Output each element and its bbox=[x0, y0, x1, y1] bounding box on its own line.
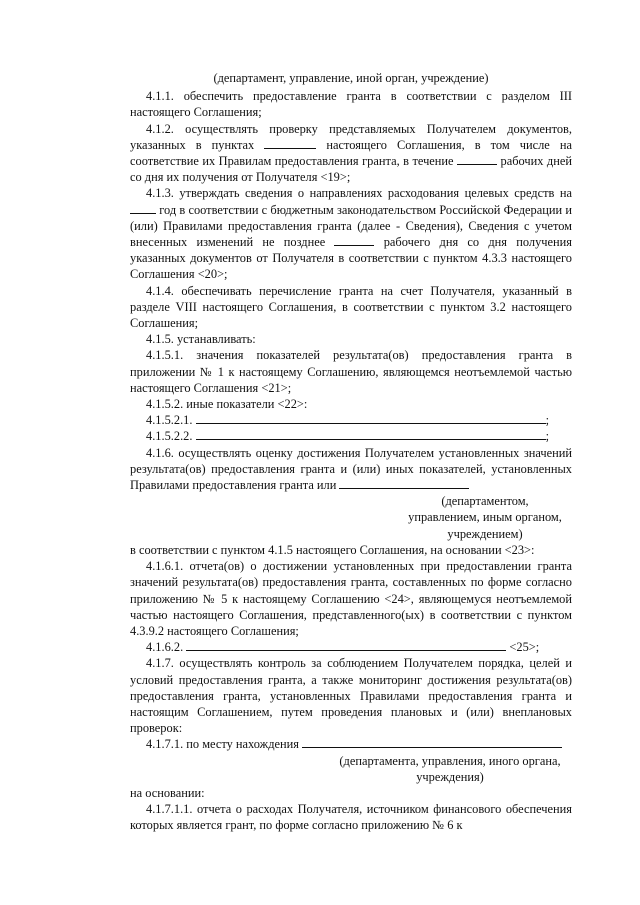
clause-4-1-5-2: 4.1.5.2. иные показатели <22>: bbox=[146, 397, 308, 412]
clause-4-1-3: 4.1.3. утверждать сведения о направлениях расходования целевых средств на год в соответствии с бюджетным законодательством Российской Федерации и (или) Правилами предоставления гранта (далее - Сведения), Сведения с учетом внесенных изменений не позднее рабочего дня со дня получения указанных документов от Получателя в соответствии с пунктом 4.3.3 настоящего Соглашения <20>; bbox=[130, 186, 572, 282]
authority-caption: (департаментом, управлением, иным органом, учреждением) bbox=[408, 494, 562, 541]
blank-field bbox=[302, 736, 562, 748]
blank-field bbox=[339, 477, 469, 489]
clause-4-1-6-1: 4.1.6.1. отчета(ов) о достижении установленных при предоставлении гранта значений результата(ов) предоставления гранта, составленных по форме согласно приложению № 5 к настоящему Соглашению <24>, являющемуся неотъемлемой частью настоящего Соглашения, представленного(ых) в соответствии с пунктом 4.3.9.2 настоящего Соглашения; bbox=[130, 559, 572, 638]
blank-field bbox=[264, 137, 316, 149]
clause-4-1-7-1: 4.1.7.1. по месту нахождения bbox=[130, 736, 572, 752]
clause-4-1-6-basis: в соответствии с пунктом 4.1.5 настоящего Соглашения, на основании <23>: bbox=[130, 542, 535, 557]
blank-field bbox=[196, 412, 546, 424]
clause-4-1-4: 4.1.4. обеспечивать перечисление гранта на счет Получателя, указанный в разделе VIII настоящего Соглашения, в соответствии с пунктом 3.2 настоящего Соглашения; bbox=[130, 283, 572, 331]
clause-4-1-6-2: 4.1.6.2. <25>; bbox=[146, 640, 540, 655]
document-page bbox=[130, 70, 572, 834]
clause-4-1-5-2-2: 4.1.5.2.2. ; bbox=[146, 429, 550, 444]
org-caption: (департамент, управление, иной орган, учреждение) bbox=[213, 71, 489, 85]
clause-4-1-1: 4.1.1. обеспечить предоставление гранта в соответствии с разделом III настоящего Соглашения; bbox=[130, 89, 572, 120]
blank-field bbox=[457, 153, 497, 165]
blank-field bbox=[186, 639, 506, 651]
clause-4-1-6: 4.1.6. осуществлять оценку достижения Получателем установленных значений результата(ов) предоставления гранта и (или) иных показателей, установленных Правилами предоставления гранта или bbox=[130, 445, 572, 493]
blank-field bbox=[196, 428, 546, 440]
clause-4-1-5-1: 4.1.5.1. значения показателей результата(ов) предоставления гранта в приложении № 1 к настоящему Соглашению, являющемся неотъемлемой частью настоящего Соглашения <21>; bbox=[130, 348, 572, 395]
clause-4-1-2: 4.1.2. осуществлять проверку представляемых Получателем документов, указанных в пунктах настоящего Соглашения, в том числе на соответствие их Правилам предоставления гранта, в течение рабочих дней со дня их получения от Получателя <19>; bbox=[130, 121, 572, 185]
clause-4-1-7-1-1: 4.1.7.1.1. отчета о расходах Получателя, источником финансового обеспечения которых является грант, по форме согласно приложению № 6 к bbox=[130, 802, 572, 833]
clause-4-1-5-2-1: 4.1.5.2.1. ; bbox=[146, 413, 550, 428]
blank-field bbox=[130, 202, 156, 214]
blank-field bbox=[334, 234, 374, 246]
location-caption: (департамента, управления, иного органа, учреждения) bbox=[339, 753, 561, 784]
on-basis-label: на основании: bbox=[130, 785, 205, 800]
clause-4-1-7: 4.1.7. осуществлять контроль за соблюдением Получателем порядка, целей и условий предоставления гранта, а также мониторинг достижения результата(ов) предоставления гранта, установленных Правилами предоставления гранта и настоящим Соглашением, путем проведения плановых и (или) внеплановых проверок: bbox=[130, 656, 572, 736]
clause-4-1-5: 4.1.5. устанавливать: bbox=[146, 332, 256, 347]
